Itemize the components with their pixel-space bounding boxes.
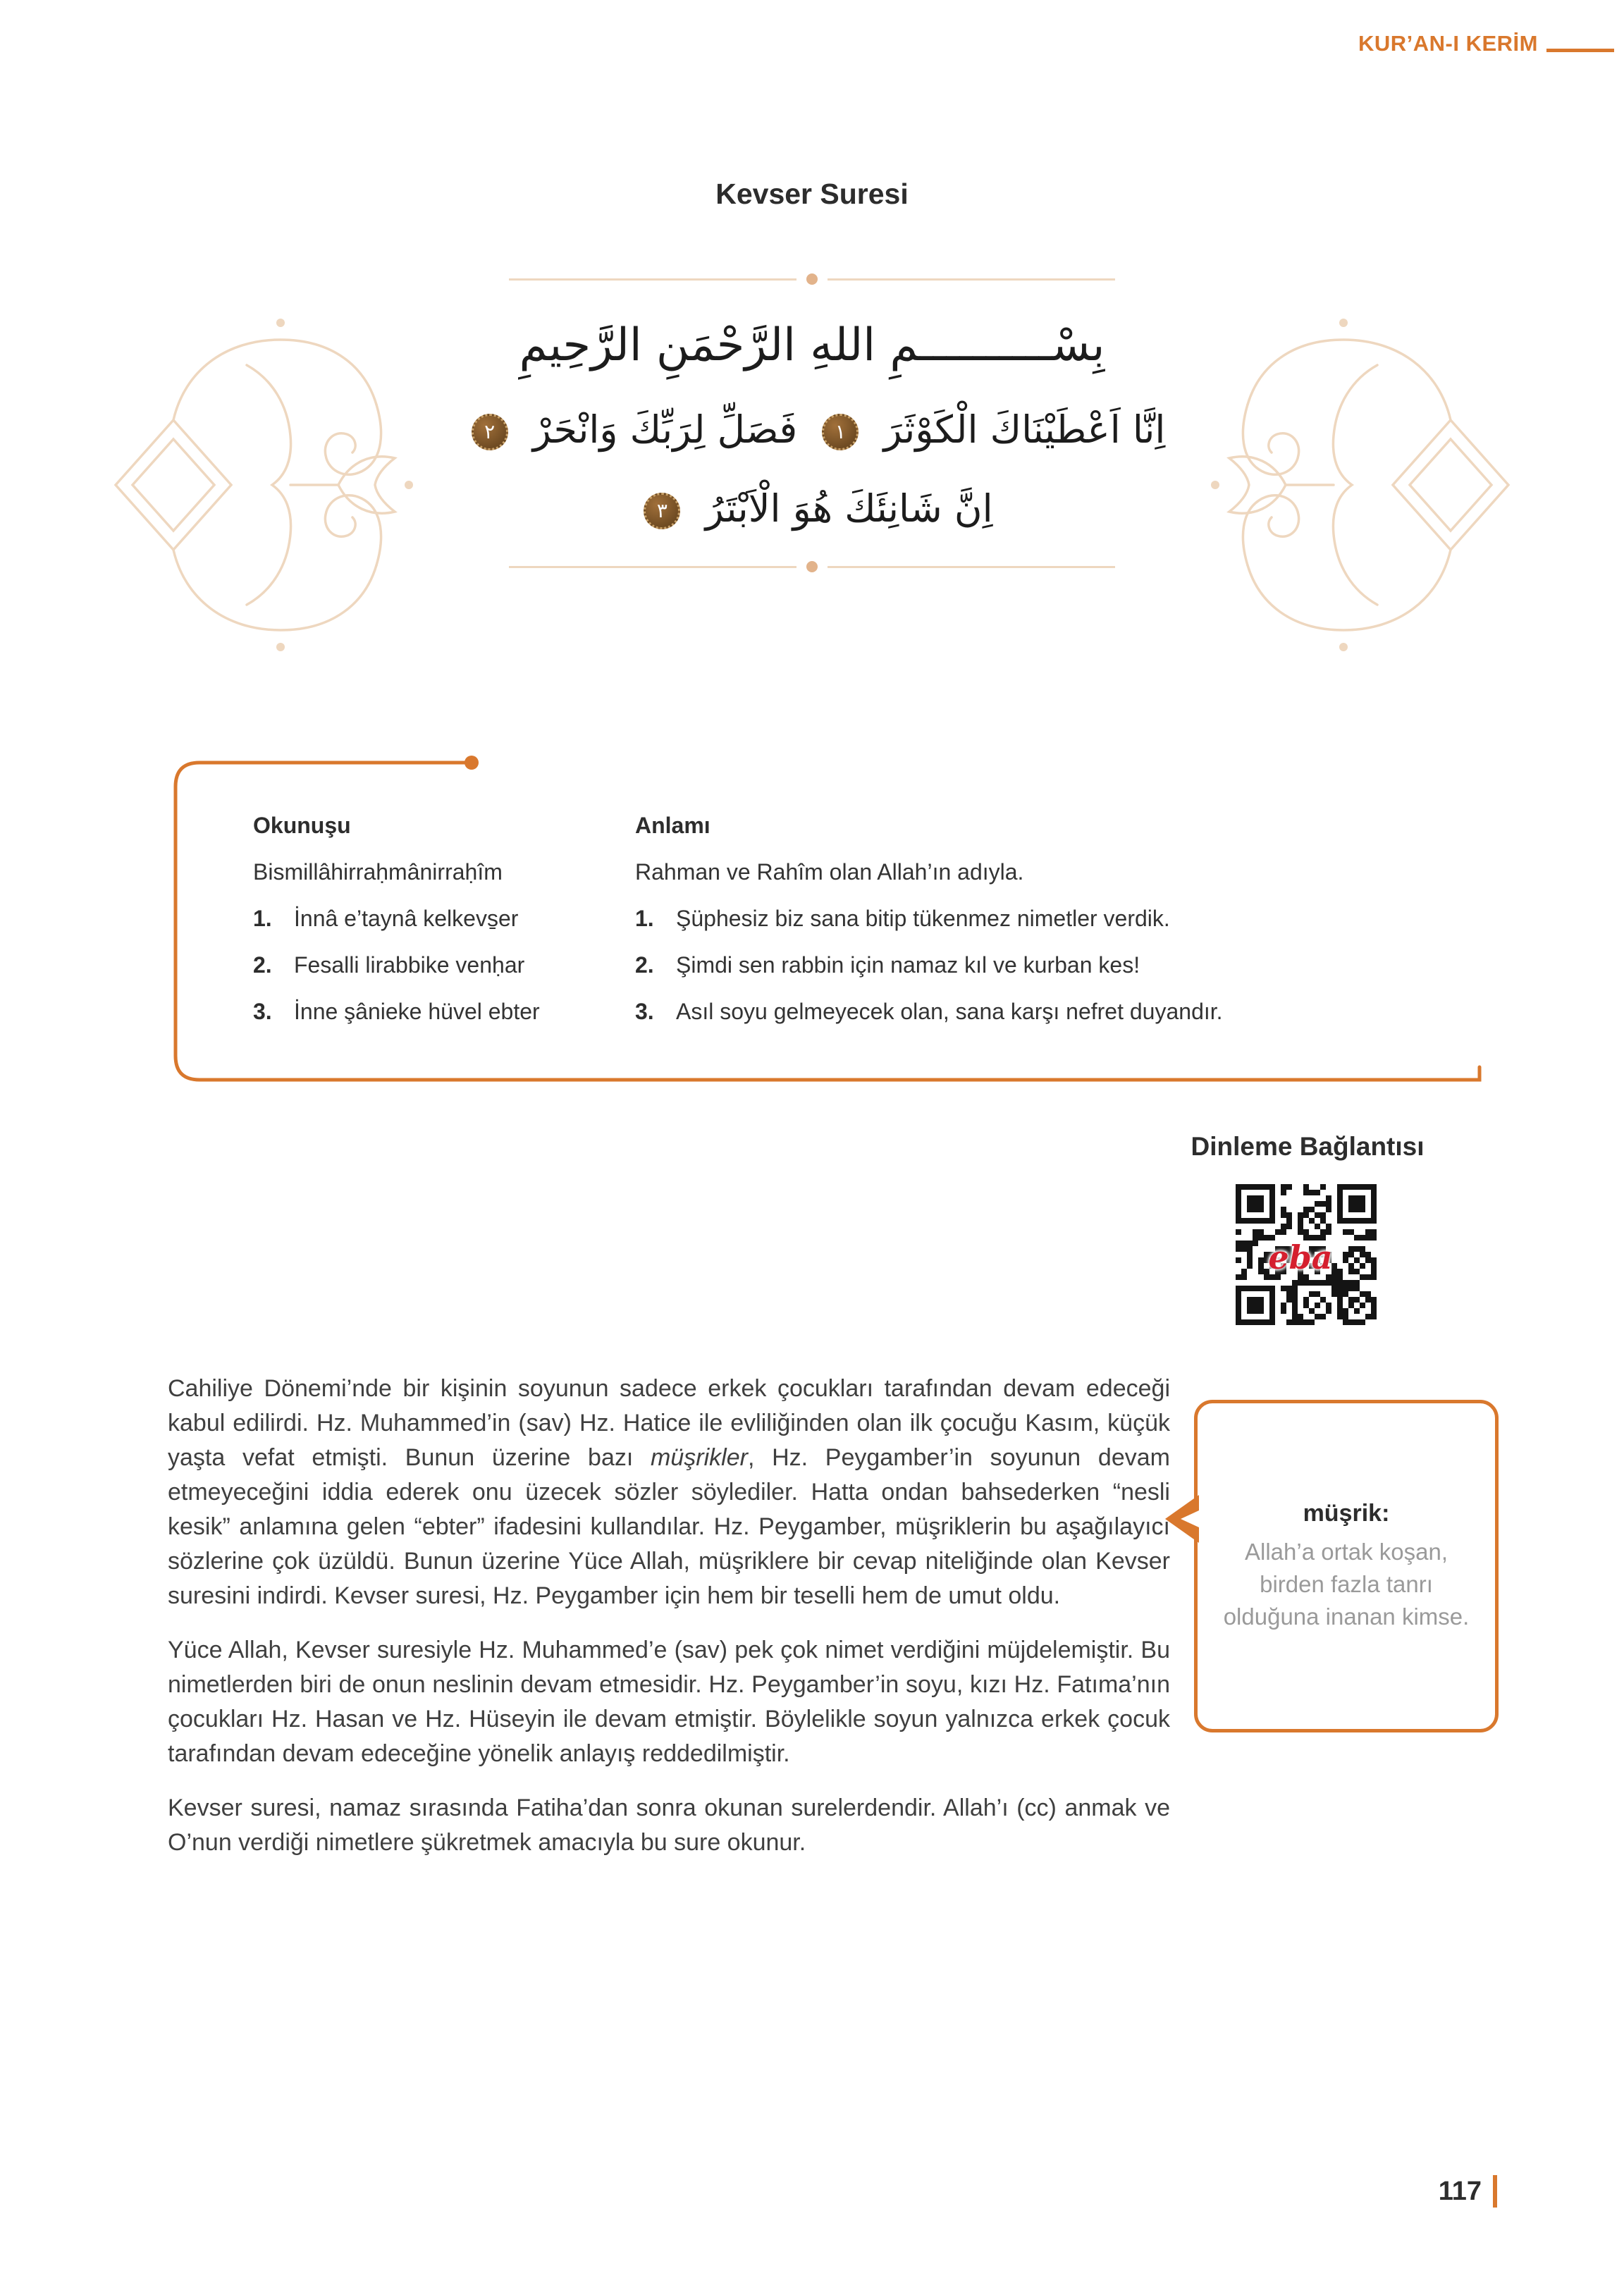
qr-code: [1236, 1184, 1377, 1325]
item-text: Asıl soyu gelmeyecek olan, sana karşı nefret duyandır.: [676, 998, 1223, 1024]
running-header-label: KUR’AN-I KERİM: [1358, 31, 1538, 56]
item-text: Şimdi sen rabbin için namaz kıl ve kurban kes!: [676, 952, 1140, 978]
arabesque-ornament-right: [1194, 281, 1518, 689]
body-paragraph: Cahiliye Dönemi’nde bir kişinin soyunun sadece erkek çocukları tarafından devam edeceği kabul edilirdi. Hz. Muhammed’in (sav) Hz. Hatice ile evliliğinden olan ilk çocuğu Kasım, küçük yaşta vefat etmişti. Bunun üzerine bazı müşrikler, Hz. Peygamber’in soyunun devam etmeyeceğini iddia ederek onu üzecek sözler söylediler. Hatta ondan bahsederken “nesli kesik” anlamına gelen “ebter” ifadesini kullandılar. Hz. Peygamber, müşriklerin bu aşağılayıcı sözlerine çok üzüldü. Bunun üzerine Yüce Allah, müşriklere bir cevap niteliğinde olan Kevser suresini indirdi. Kevser suresi, Hz. Peygamber için hem bir teselli hem de umut oldu.: [168, 1375, 1170, 1609]
quran-verses-line-2: [449, 469, 1175, 548]
verse-2-number-medallion: ٢: [472, 414, 508, 450]
verse-3-number-medallion: ٣: [644, 493, 680, 529]
item-number: 3.: [635, 998, 654, 1024]
item-number: 1.: [253, 905, 272, 931]
quran-verses-line-1: [449, 390, 1175, 469]
divider-line: [509, 566, 796, 568]
divider-dot: [806, 273, 818, 285]
note-term: müşrik:: [1303, 1499, 1390, 1527]
bismillah-calligraphy: بِسْــــــــــمِ اللهِ الرَّحْمَنِ الرَّحِيمِ: [519, 319, 1105, 371]
reading-meaning-box: [164, 753, 1491, 1090]
item-text: İnnâ e’taynâ kelkevs̱er: [294, 905, 519, 931]
divider-dot: [806, 561, 818, 572]
meaning-item-1: [635, 895, 1467, 942]
listening-link-title: Dinleme Bağlantısı: [1191, 1132, 1425, 1161]
item-number: 2.: [635, 952, 654, 978]
meaning-item-3: [635, 988, 1467, 1035]
item-text: İnne şânieke hüvel ebter: [294, 998, 540, 1024]
reading-item-1: [253, 895, 628, 942]
ornamental-divider-top: [509, 273, 1115, 285]
ornamental-divider-bottom: [509, 561, 1115, 572]
body-paragraph: Kevser suresi, namaz sırasında Fatiha’dan sonra okunan surelerdendir. Allah’ı (cc) anmak ve O’nun verdiği nimetlere şükretmek amacıyla bu sure okunur.: [168, 1795, 1170, 1856]
page-title: Kevser Suresi: [715, 178, 909, 210]
meaning-item-2: [635, 942, 1467, 988]
reading-item-3: [253, 988, 628, 1035]
anlami-header: Anlamı: [635, 812, 710, 838]
verse-3-text: اِنَّ شَانِئَكَ هُوَ الْاَبْتَرُ: [705, 486, 993, 531]
verse-1-number-medallion: ١: [822, 414, 859, 450]
divider-line: [828, 278, 1115, 281]
eba-logo: eba: [1268, 1238, 1333, 1276]
page-number-block: [1439, 2175, 1497, 2208]
bismillah-meaning: Rahman ve Rahîm olan Allah’ın adıyla.: [635, 858, 1024, 885]
divider-line: [828, 566, 1115, 568]
item-number: 2.: [253, 952, 272, 978]
body-paragraph: Yüce Allah, Kevser suresiyle Hz. Muhammed’e (sav) pek çok nimet verdiğini müjdelemiştir. Bu nimetlerden biri de onun neslinin devam etmesidir. Hz. Peygamber’in soyu, kızı Hz. Fatıma’nın çocukları Hz. Hasan ve Hz. Hüseyin ile devam etmiştir. Böylelikle soyun yalnızca erkek çocuk tarafından devam edeceğine yönelik anlayış reddedilmiştir.: [168, 1637, 1170, 1767]
item-text: Fesalli lirabbike venḥar: [294, 952, 525, 978]
item-text: Şüphesiz biz sana bitip tükenmez nimetler verdik.: [676, 905, 1170, 931]
verse-1-text: اِنَّا اَعْطَيْنَاكَ الْكَوْثَرَ: [883, 407, 1166, 452]
divider-line: [509, 278, 796, 281]
okunusu-header: Okunuşu: [253, 812, 351, 838]
item-number: 3.: [253, 998, 272, 1024]
definition-note-box: [1194, 1400, 1499, 1732]
page-number-rule: [1493, 2175, 1497, 2208]
running-header: [1358, 31, 1614, 56]
page-number: 117: [1438, 2176, 1482, 2206]
note-definition: Allah’a ortak koşan, birden fazla tanrı olduğuna inanan kimse.: [1223, 1538, 1470, 1630]
bismillah-reading: Bismillâhirraḥmânirraḥîm: [253, 858, 503, 885]
verse-2-text: فَصَلِّ لِرَبِّكَ وَانْحَرْ: [532, 407, 798, 452]
item-number: 1.: [635, 905, 654, 931]
reading-item-2: [253, 942, 628, 988]
arabesque-ornament-left: [106, 281, 430, 689]
okunusu-column: [253, 802, 628, 1035]
body-text: [168, 1372, 1170, 1880]
quran-text-block: [449, 273, 1175, 572]
arrow-left-icon: [1164, 1494, 1199, 1544]
running-header-rule: [1546, 49, 1614, 52]
anlami-column: [635, 802, 1467, 1035]
